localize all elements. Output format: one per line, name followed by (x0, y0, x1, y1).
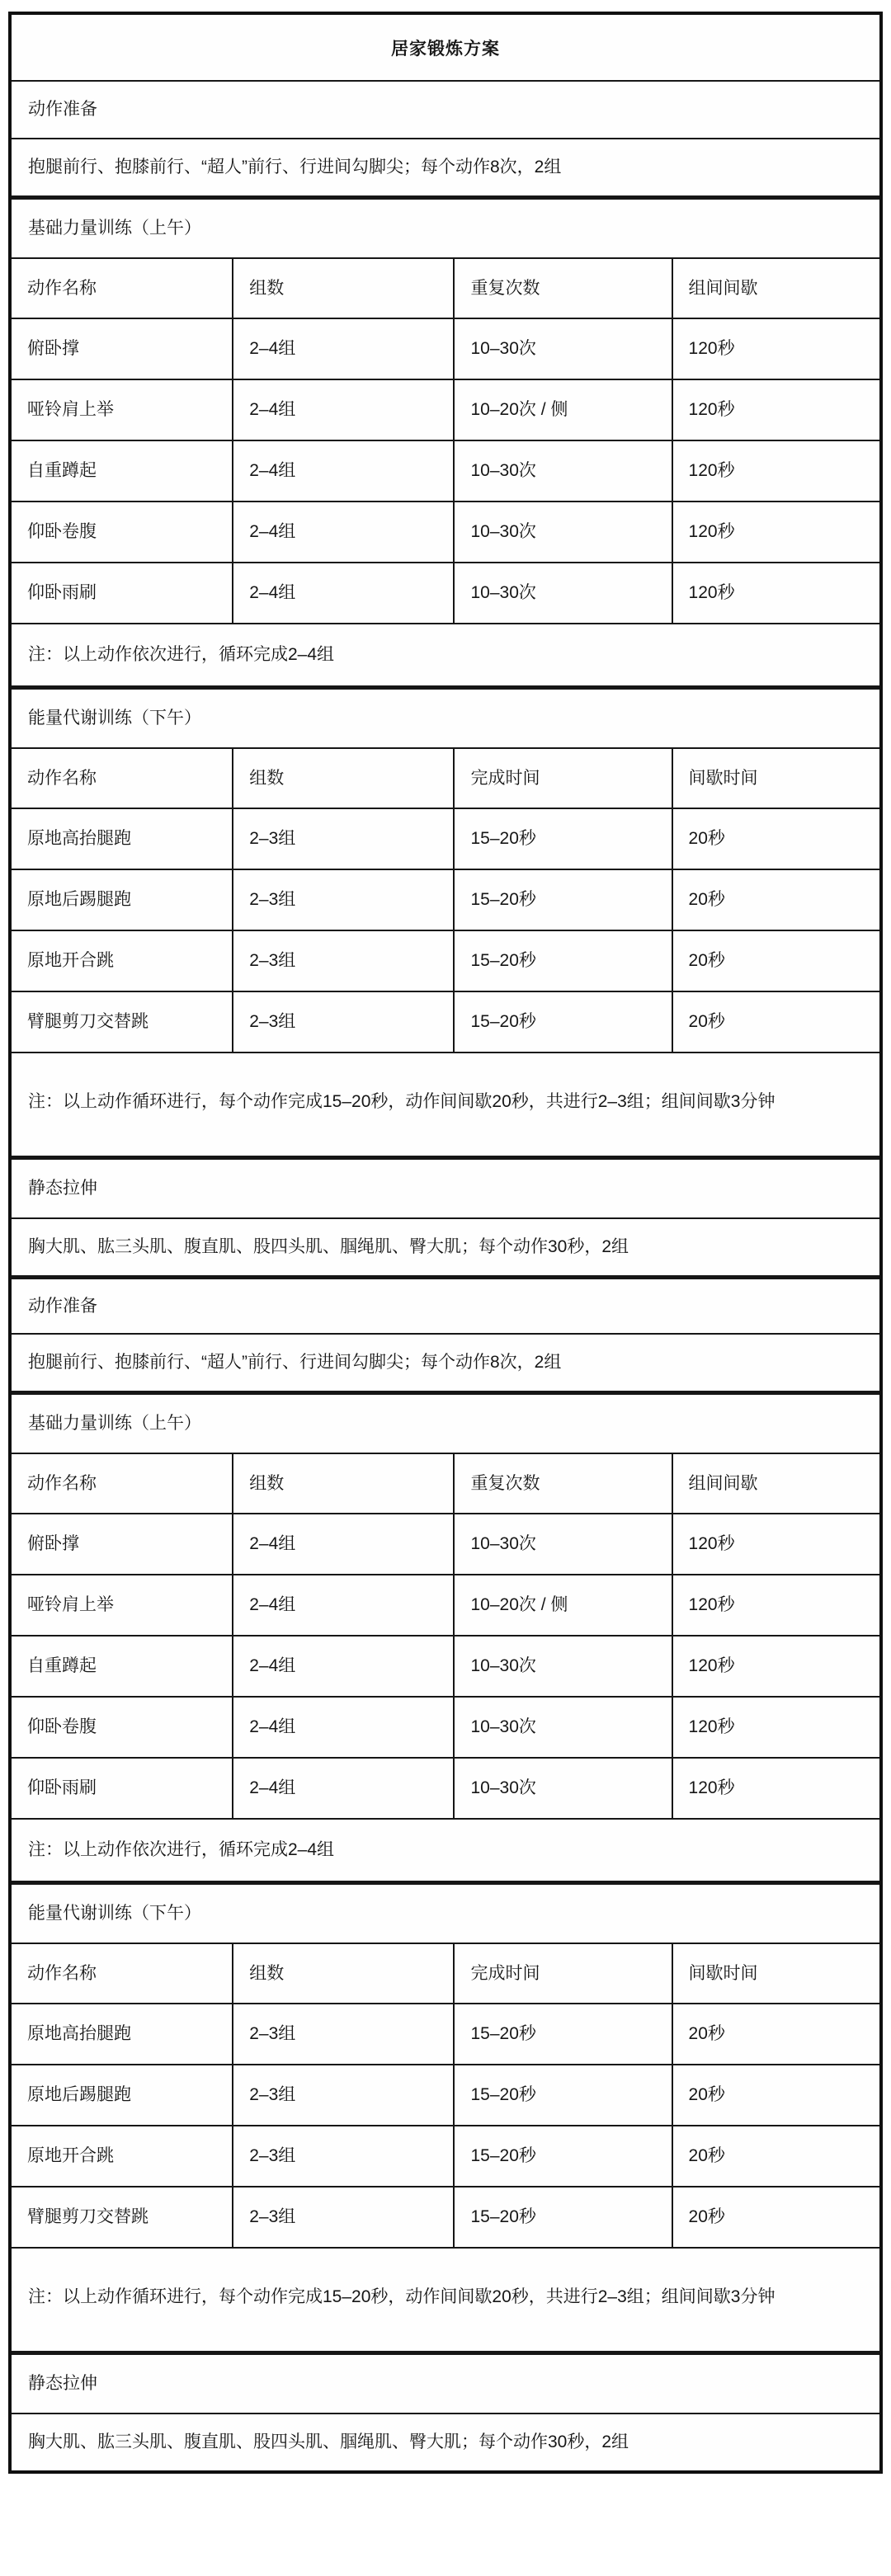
cell-sets: 2–3组 (232, 2126, 453, 2186)
plan-block (12, 80, 879, 1275)
stretch-description: 胸大肌、肱三头肌、腹直肌、股四头肌、腘绳肌、臀大肌；每个动作30秒，2组 (28, 2432, 629, 2452)
table-row (12, 1757, 879, 1818)
cell-exercise: 自重蹲起 (27, 461, 97, 481)
cell-sets: 2–3组 (232, 809, 453, 869)
table-row (12, 2186, 879, 2247)
cell-reps: 10–20次 / 侧 (453, 1575, 671, 1635)
cell-sets: 2–4组 (232, 1575, 453, 1635)
cell-exercise: 臂腿剪刀交替跳 (27, 1012, 148, 1032)
cell-rest: 120秒 (672, 1636, 879, 1696)
column-header-reps: 重复次数 (453, 259, 671, 318)
cell-exercise: 原地开合跳 (27, 2146, 114, 2166)
cell-rest: 120秒 (672, 502, 879, 562)
metabolic-note: 注：以上动作循环进行，每个动作完成15–20秒，动作间间歇20秒，共进行2–3组；组间间歇3分钟 (28, 1092, 776, 1112)
strength-column-header-row (12, 1453, 879, 1513)
cell-interval: 20秒 (672, 931, 879, 991)
cell-interval: 20秒 (672, 2126, 879, 2186)
table-row (12, 2064, 879, 2125)
column-header-exercise: 动作名称 (27, 1963, 97, 1983)
table-row (12, 1635, 879, 1696)
cell-exercise: 自重蹲起 (27, 1656, 97, 1676)
strength-column-header-row (12, 257, 879, 318)
cell-interval: 20秒 (672, 992, 879, 1052)
page-title-row (12, 15, 879, 80)
table-row (12, 930, 879, 991)
plan-block (12, 1275, 879, 2470)
strength-note-row (12, 1818, 879, 1881)
cell-exercise: 哑铃肩上举 (27, 1595, 114, 1615)
cell-sets: 2–4组 (232, 563, 453, 623)
cell-reps: 10–30次 (453, 502, 671, 562)
warmup-description: 抱腿前行、抱膝前行、“超人”前行、行进间勾脚尖；每个动作8次，2组 (28, 158, 562, 177)
warmup-description: 抱腿前行、抱膝前行、“超人”前行、行进间勾脚尖；每个动作8次，2组 (28, 1353, 562, 1373)
cell-rest: 120秒 (672, 563, 879, 623)
cell-sets: 2–3组 (232, 2004, 453, 2064)
cell-rest: 120秒 (672, 1698, 879, 1757)
cell-rest: 120秒 (672, 1514, 879, 1574)
cell-exercise: 原地后踢腿跑 (27, 2085, 131, 2105)
cell-rest: 120秒 (672, 380, 879, 440)
metabolic-column-header-row (12, 1943, 879, 2003)
cell-sets: 2–4组 (232, 1759, 453, 1818)
cell-exercise: 原地高抬腿跑 (27, 829, 131, 849)
warmup-heading-row (12, 80, 879, 138)
stretch-description-row (12, 1217, 879, 1275)
stretch-description: 胸大肌、肱三头肌、腹直肌、股四头肌、腘绳肌、臀大肌；每个动作30秒，2组 (28, 1237, 629, 1257)
cell-duration: 15–20秒 (453, 992, 671, 1052)
stretch-heading-row (12, 1156, 879, 1217)
cell-exercise: 仰卧雨刷 (27, 1778, 97, 1798)
table-row (12, 1574, 879, 1635)
table-row (12, 2003, 879, 2064)
stretch-description-row (12, 2413, 879, 2470)
cell-interval: 20秒 (672, 2187, 879, 2247)
cell-sets: 2–3组 (232, 992, 453, 1052)
warmup-heading-row (12, 1275, 879, 1333)
metabolic-note-row (12, 1052, 879, 1156)
table-row (12, 318, 879, 379)
table-row (12, 379, 879, 440)
cell-exercise: 仰卧卷腹 (27, 522, 97, 542)
metabolic-column-header-row (12, 747, 879, 808)
column-header-duration: 完成时间 (453, 1944, 671, 2003)
cell-exercise: 俯卧撑 (27, 339, 79, 359)
stretch-heading: 静态拉伸 (28, 1179, 97, 1199)
warmup-heading: 动作准备 (28, 1296, 97, 1316)
cell-exercise: 原地后踢腿跑 (27, 890, 131, 910)
column-header-reps: 重复次数 (453, 1454, 671, 1513)
cell-exercise: 臂腿剪刀交替跳 (27, 2207, 148, 2227)
cell-sets: 2–4组 (232, 502, 453, 562)
table-row (12, 1696, 879, 1757)
metabolic-heading: 能量代谢训练（下午） (28, 1904, 201, 1924)
strength-heading: 基础力量训练（上午） (28, 219, 201, 238)
cell-exercise: 仰卧雨刷 (27, 583, 97, 603)
cell-exercise: 原地高抬腿跑 (27, 2024, 131, 2044)
column-header-sets: 组数 (232, 1944, 453, 2003)
cell-duration: 15–20秒 (453, 931, 671, 991)
warmup-description-row (12, 1333, 879, 1391)
cell-exercise: 仰卧卷腹 (27, 1717, 97, 1737)
cell-rest: 120秒 (672, 441, 879, 501)
column-header-rest: 组间间歇 (672, 259, 879, 318)
table-row (12, 1513, 879, 1574)
cell-sets: 2–3组 (232, 870, 453, 930)
strength-note: 注：以上动作依次进行，循环完成2–4组 (28, 1840, 335, 1860)
cell-sets: 2–4组 (232, 319, 453, 379)
cell-rest: 120秒 (672, 1575, 879, 1635)
column-header-interval: 间歇时间 (672, 749, 879, 808)
cell-sets: 2–4组 (232, 1514, 453, 1574)
strength-note: 注：以上动作依次进行，循环完成2–4组 (28, 645, 335, 665)
cell-reps: 10–30次 (453, 441, 671, 501)
cell-interval: 20秒 (672, 2065, 879, 2125)
strength-note-row (12, 623, 879, 685)
table-row (12, 808, 879, 869)
cell-sets: 2–3组 (232, 2065, 453, 2125)
cell-duration: 15–20秒 (453, 870, 671, 930)
stretch-heading-row (12, 2351, 879, 2413)
table-row (12, 2125, 879, 2186)
cell-reps: 10–30次 (453, 319, 671, 379)
warmup-description-row (12, 138, 879, 195)
cell-sets: 2–4组 (232, 380, 453, 440)
cell-sets: 2–4组 (232, 1636, 453, 1696)
table-row (12, 501, 879, 562)
strength-heading-row (12, 1391, 879, 1453)
cell-reps: 10–30次 (453, 563, 671, 623)
table-row (12, 869, 879, 930)
cell-interval: 20秒 (672, 2004, 879, 2064)
column-header-exercise: 动作名称 (27, 768, 97, 788)
stretch-heading: 静态拉伸 (28, 2374, 97, 2394)
warmup-heading: 动作准备 (28, 100, 97, 120)
column-header-interval: 间歇时间 (672, 1944, 879, 2003)
cell-exercise: 原地开合跳 (27, 951, 114, 971)
cell-duration: 15–20秒 (453, 2126, 671, 2186)
metabolic-heading-row (12, 1881, 879, 1943)
table-row (12, 562, 879, 623)
column-header-duration: 完成时间 (453, 749, 671, 808)
metabolic-heading-row (12, 685, 879, 747)
column-header-exercise: 动作名称 (27, 1473, 97, 1493)
cell-duration: 15–20秒 (453, 2065, 671, 2125)
cell-reps: 10–30次 (453, 1698, 671, 1757)
cell-reps: 10–30次 (453, 1514, 671, 1574)
column-header-sets: 组数 (232, 1454, 453, 1513)
cell-duration: 15–20秒 (453, 2187, 671, 2247)
cell-reps: 10–30次 (453, 1636, 671, 1696)
cell-rest: 120秒 (672, 319, 879, 379)
table-row (12, 440, 879, 501)
cell-sets: 2–3组 (232, 931, 453, 991)
cell-duration: 15–20秒 (453, 809, 671, 869)
cell-duration: 15–20秒 (453, 2004, 671, 2064)
table-row (12, 991, 879, 1052)
cell-sets: 2–4组 (232, 441, 453, 501)
column-header-rest: 组间间歇 (672, 1454, 879, 1513)
column-header-sets: 组数 (232, 259, 453, 318)
cell-exercise: 哑铃肩上举 (27, 400, 114, 420)
column-header-sets: 组数 (232, 749, 453, 808)
page-title: 居家锻炼方案 (391, 39, 500, 59)
cell-exercise: 俯卧撑 (27, 1534, 79, 1554)
cell-sets: 2–4组 (232, 1698, 453, 1757)
cell-interval: 20秒 (672, 870, 879, 930)
metabolic-heading: 能量代谢训练（下午） (28, 709, 201, 728)
cell-sets: 2–3组 (232, 2187, 453, 2247)
strength-heading-row (12, 195, 879, 257)
cell-rest: 120秒 (672, 1759, 879, 1818)
cell-interval: 20秒 (672, 809, 879, 869)
cell-reps: 10–30次 (453, 1759, 671, 1818)
workout-plan-table (8, 12, 883, 2474)
cell-reps: 10–20次 / 侧 (453, 380, 671, 440)
metabolic-note: 注：以上动作循环进行，每个动作完成15–20秒，动作间间歇20秒，共进行2–3组；组间间歇3分钟 (28, 2287, 776, 2307)
column-header-exercise: 动作名称 (27, 278, 97, 298)
strength-heading: 基础力量训练（上午） (28, 1414, 201, 1434)
metabolic-note-row (12, 2247, 879, 2351)
